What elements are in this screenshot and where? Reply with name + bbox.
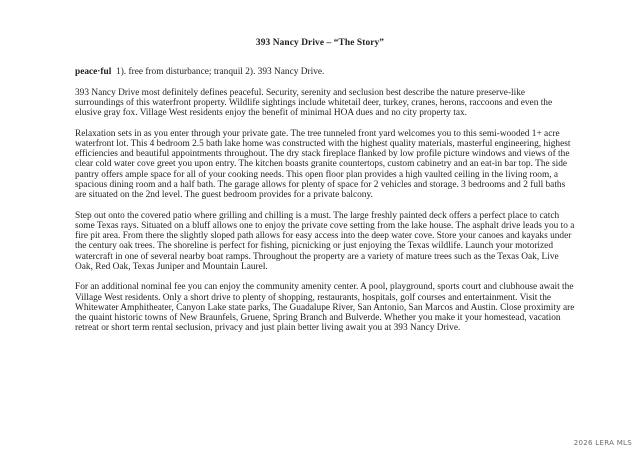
document-title: 393 Nancy Drive – “The Story” [255,38,385,48]
paragraph-interior: Relaxation sets in as you enter through your private gate. The tree tunneled front yard welcomes you to this semi-wooded 1+ acre waterfront lot. This 4 bedroom 2.5 bath lake home was constructed with the highest quality materials, masterful engineering, highest efficiencies and beautiful appointments throughout. The dry stack fireplace flanked by low profile picture windows and views of the clear cold water cove greet you upon entry. The kitchen boasts granite countertops, custom cabinetry and an eat-in bar top. The side pantry offers ample space for all of your cooking needs. This open floor plan provides a high vaulted ceiling in the living room, a spacious dining room and a half bath. The garage allows for plenty of space for 2 vehicles and storage. 3 bedrooms and 2 full baths are situated on the 2nd level. The guest bedroom provides for a private balcony. [75,128,571,200]
paragraph-community: For an additional nominal fee you can enjoy the community amenity center. A pool, playground, sports court and clubhouse await the Village West residents. Only a short drive to plenty of shopping, restaurants, hospitals, golf courses and entertainment. Visit the Whitewater Amphitheater, Canyon Lake state parks, The Guadalupe River, San Antonio, San Marcos and Austin. Close proximity are the quaint historic towns of New Braunfels, Gruene, Spring Branch and Bulverde. Whether you make it your homestead, vacation retreat or short term rental seclusion, privacy and just plain better living await you at 393 Nancy Drive. [75,282,575,334]
definition-line [75,67,575,77]
paragraph-exterior: Step out onto the covered patio where grilling and chilling is a must. The large freshly painted deck offers a perfect place to catch some Texas rays. Situated on a bluff allows one to enjoy the private cove setting from the lake house. The asphalt drive leads you to a fire pit area. From there the slightly sloped path allows for easy access into the deep water cove. Store your canoes and kayaks under the century oak trees. The shoreline is perfect for fishing, picnicking or just enjoying the Texas wildlife. Launch your motorized watercraft in one of several nearby boat ramps. Throughout the property are a variety of mature trees such as the Texas Oak, Live Oak, Red Oak, Texas Juniper and Mountain Laurel. [75,210,575,272]
paragraph-intro: 393 Nancy Drive most definitely defines peaceful. Security, serenity and seclusion best describe the nature preserve-like surroundings of this waterfront property. Wildlife sightings include whitetail deer, turkey, cranes, herons, raccoons and even the elusive gray fox. Village West residents enjoy the benefit of minimal HOA dues and no city property tax. [75,87,553,118]
document-body [75,67,575,344]
mls-watermark: 2026 LERA MLS [573,439,632,447]
definition-text: 1). free from disturbance; tranquil 2). 393 Nancy Drive. [116,67,325,77]
definition-term: peace·ful [75,67,112,77]
